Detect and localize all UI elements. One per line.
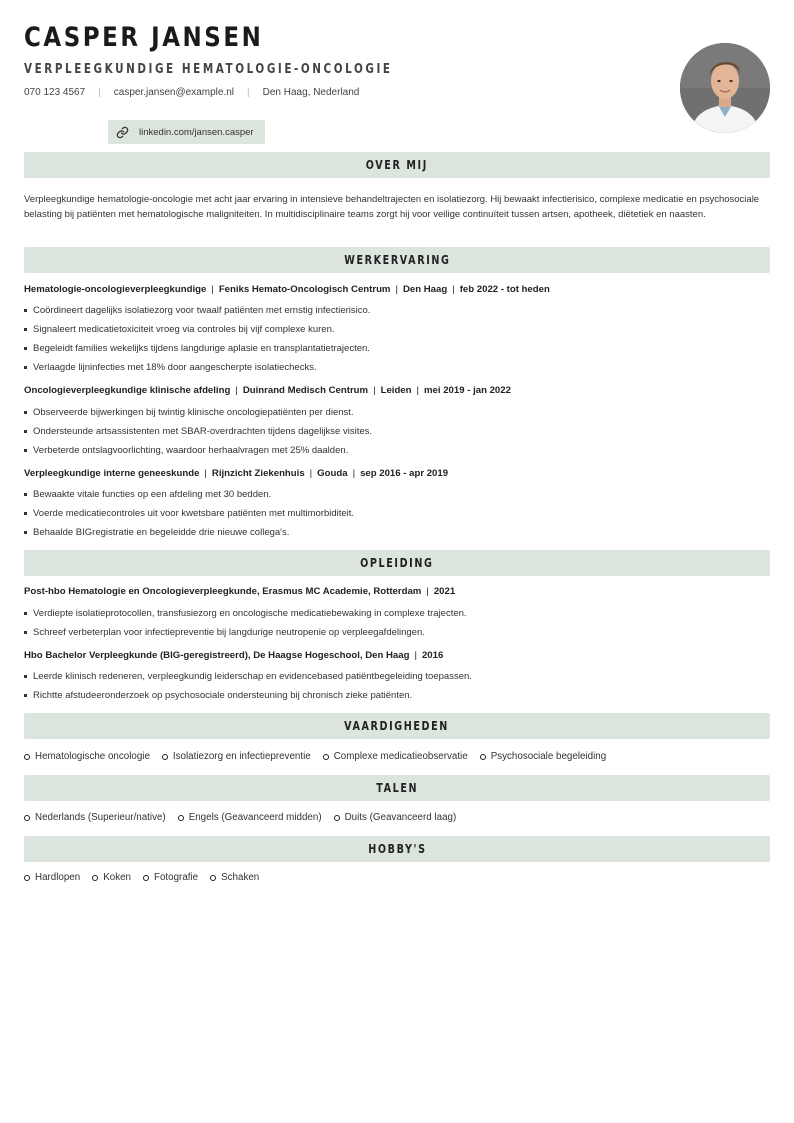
list-item: Behaalde BIGregistratie en begeleidde drie nieuwe collega's. [24, 527, 289, 538]
section-title: HOBBY'S [367, 842, 427, 856]
section-title: OPLEIDING [360, 556, 434, 570]
section-header-experience [24, 247, 770, 273]
linkedin-link[interactable] [108, 120, 265, 144]
section-title: TALEN [376, 781, 418, 795]
hobby-item: Fotografie [143, 872, 198, 883]
section-header-education [24, 550, 770, 576]
email-address: casper.jansen@example.nl [113, 87, 235, 98]
education-year: 2016 [421, 650, 444, 661]
location: Den Haag, Nederland [262, 87, 360, 98]
list-item: Schreef verbeterplan voor infectiepreventie bij langdurige neutropenie op verpleegafdelingen. [24, 627, 425, 638]
languages-list [24, 812, 468, 823]
list-item: Coördineert dagelijks isolatiezorg voor twaalf patiënten met ernstig infectierisico. [24, 305, 370, 316]
linkedin-url: linkedin.com/jansen.casper [139, 126, 254, 138]
section-header-languages [24, 775, 770, 801]
list-item: Bewaakte vitale functies op een afdeling met 30 bedden. [24, 489, 271, 500]
job-organization: Feniks Hemato-Oncologisch Centrum [218, 284, 391, 295]
job-heading: Oncologieverpleegkundige klinische afdeling | Duinrand Medisch Centrum | Leiden | mei 2019 - jan 2022 [24, 385, 511, 396]
job-heading: Verpleegkundige interne geneeskunde | Rijnzicht Ziekenhuis | Gouda | sep 2016 - apr 2019 [24, 468, 449, 479]
language-item: Engels (Geavanceerd midden) [178, 812, 322, 823]
job-city: Den Haag [402, 284, 448, 295]
job-city: Gouda [317, 468, 348, 479]
candidate-name: CASPER JANSEN [24, 22, 264, 53]
job-period: feb 2022 - tot heden [459, 284, 550, 295]
skill-item: Hematologische oncologie [24, 751, 150, 762]
language-item: Duits (Geavanceerd laag) [334, 812, 457, 823]
section-header-about [24, 152, 770, 178]
summary-text: Verpleegkundige hematologie-oncologie met acht jaar ervaring in intensieve behandeltrajecten en isolatiezorg. Hij bewaakt infectierisico, complexe medicatie en psychosociale belasting bij patiënten met hematologische maligniteiten. In multidisciplinaire teams zorgt hij voor veilige continuïteit tussen artsen, apotheek, diëtetiek en naasten. [24, 194, 760, 220]
education-heading: Post-hbo Hematologie en Oncologieverpleegkunde, Erasmus MC Academie, Rotterdam | 2021 [24, 586, 456, 597]
job-heading: Hematologie-oncologieverpleegkundige | Feniks Hemato-Oncologisch Centrum | Den Haag | feb 2022 - tot heden [24, 284, 550, 295]
hobby-item: Hardlopen [24, 872, 80, 883]
job-role: Oncologieverpleegkundige klinische afdeling [24, 385, 231, 396]
job-role: Verpleegkundige interne geneeskunde [24, 468, 200, 479]
list-item: Verlaagde lijninfecties met 18% door aangescherpte isolatiechecks. [24, 362, 317, 373]
list-item: Leerde klinisch redeneren, verpleegkundig leiderschap en evidencebased patiëntbegeleiding toepassen. [24, 671, 472, 682]
job-organization: Rijnzicht Ziekenhuis [211, 468, 305, 479]
section-header-skills [24, 713, 770, 739]
job-period: mei 2019 - jan 2022 [424, 385, 511, 396]
profile-photo [680, 43, 770, 133]
education-heading: Hbo Bachelor Verpleegkunde (BIG-geregistreerd), De Haagse Hogeschool, Den Haag | 2016 [24, 650, 444, 661]
section-header-hobbies [24, 836, 770, 862]
job-role: Hematologie-oncologieverpleegkundige [24, 284, 207, 295]
skill-item: Complexe medicatieobservatie [323, 751, 468, 762]
list-item: Voerde medicatiecontroles uit voor kwetsbare patiënten met multimorbiditeit. [24, 508, 354, 519]
skill-item: Psychosociale begeleiding [480, 751, 606, 762]
list-item: Verdiepte isolatieprotocollen, transfusiezorg en oncologische medicatiebewaking in complexe trajecten. [24, 608, 467, 619]
hobbies-list [24, 872, 271, 883]
list-item: Observeerde bijwerkingen bij twintig klinische oncologiepatiënten per dienst. [24, 407, 354, 418]
skill-item: Isolatiezorg en infectiepreventie [162, 751, 311, 762]
list-item: Verbeterde ontslagvoorlichting, waardoor herhaalvragen met 25% daalden. [24, 445, 348, 456]
list-item: Ondersteunde artsassistenten met SBAR-overdrachten tijdens dagelijkse visites. [24, 426, 372, 437]
section-title: WERKERVARING [343, 253, 451, 267]
job-period: sep 2016 - apr 2019 [360, 468, 449, 479]
list-item: Begeleidt families wekelijks tijdens langdurige aplasie en transplantatietrajecten. [24, 343, 370, 354]
section-title: OVER MIJ [365, 158, 429, 172]
job-title: VERPLEEGKUNDIGE HEMATOLOGIE-ONCOLOGIE [24, 62, 393, 77]
contact-row [24, 87, 359, 98]
divider: | [98, 87, 101, 98]
phone-number: 070 123 4567 [24, 87, 86, 98]
section-title: VAARDIGHEDEN [344, 719, 450, 733]
education-year: 2021 [433, 586, 456, 597]
hobby-item: Schaken [210, 872, 259, 883]
skills-list [24, 751, 618, 762]
link-icon [116, 126, 129, 139]
job-city: Leiden [380, 385, 412, 396]
degree: Hbo Bachelor Verpleegkunde (BIG-geregistreerd), De Haagse Hogeschool, Den Haag [24, 650, 410, 661]
list-item: Richtte afstudeeronderzoek op psychosociale ondersteuning bij chronisch zieke patiënten. [24, 690, 412, 701]
divider: | [247, 87, 250, 98]
job-organization: Duinrand Medisch Centrum [242, 385, 369, 396]
language-item: Nederlands (Superieur/native) [24, 812, 166, 823]
degree: Post-hbo Hematologie en Oncologieverpleegkunde, Erasmus MC Academie, Rotterdam [24, 586, 422, 597]
hobby-item: Koken [92, 872, 131, 883]
list-item: Signaleert medicatietoxiciteit vroeg via controles bij vijf complexe kuren. [24, 324, 335, 335]
